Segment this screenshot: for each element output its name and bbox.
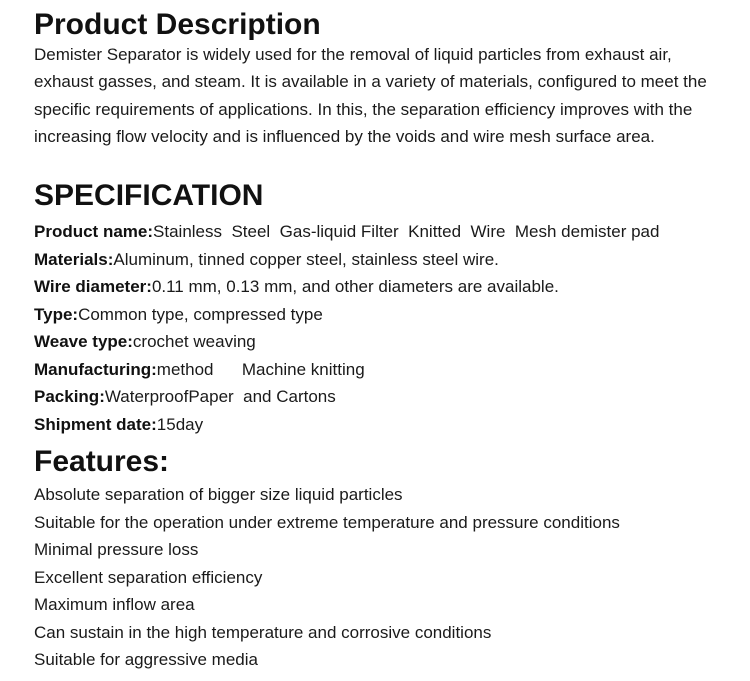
- features-heading: Features:: [34, 445, 170, 478]
- spec-label: Shipment date:: [34, 414, 157, 434]
- spec-value: Aluminum, tinned copper steel, stainless steel wire.: [113, 249, 499, 269]
- spec-label: Product name:: [34, 222, 154, 241]
- spec-label: Materials:: [34, 249, 114, 269]
- spec-item-weave-type: [34, 328, 659, 356]
- spec-value: 15day: [156, 414, 204, 434]
- specification-heading: SPECIFICATION: [34, 179, 264, 212]
- spec-label: Type:: [34, 304, 79, 324]
- spec-value: Common type, compressed type: [78, 304, 323, 324]
- spec-item-packing: [34, 383, 659, 411]
- spec-item-product-name: [34, 218, 659, 246]
- feature-item: Minimal pressure loss: [34, 540, 199, 559]
- product-description-heading: Product Description: [34, 8, 321, 41]
- spec-item-type: [34, 301, 659, 329]
- feature-item: Absolute separation of bigger size liquid particles: [34, 485, 403, 504]
- product-description-text: Demister Separator is widely used for the removal of liquid particles from exhaust air, exhaust gasses, and steam. It is available in a variety of materials, configured to meet the specific requirements of applications. In this, the separation efficiency improves with the increasing flow velocity and is influenced by the voids and wire mesh surface area.: [34, 45, 707, 146]
- feature-item: Maximum inflow area: [34, 595, 195, 614]
- spec-item-shipment-date: [34, 411, 659, 439]
- spec-value: 0.11 mm, 0.13 mm, and other diameters are available.: [151, 277, 559, 296]
- spec-label: Packing:: [34, 387, 105, 406]
- feature-item: Excellent separation efficiency: [34, 567, 263, 587]
- spec-label: Wire diameter:: [34, 277, 152, 296]
- spec-item-wire-diameter: [34, 273, 659, 301]
- spec-label: Weave type:: [34, 332, 133, 351]
- spec-value: crochet weaving: [132, 332, 256, 351]
- spec-item-materials: [34, 246, 659, 274]
- feature-item: Suitable for the operation under extreme temperature and pressure conditions: [34, 512, 620, 532]
- spec-label: Manufacturing:: [34, 359, 157, 379]
- features-list: [34, 481, 620, 674]
- feature-item: Suitable for aggressive media: [34, 650, 258, 669]
- spec-value: method Machine knitting: [156, 359, 365, 379]
- spec-value: WaterproofPaper and Cartons: [104, 387, 336, 406]
- specification-list: [34, 218, 659, 438]
- spec-item-manufacturing: [34, 356, 659, 384]
- feature-item: Can sustain in the high temperature and corrosive conditions: [34, 622, 492, 642]
- spec-value: Stainless Steel Gas-liquid Filter Knitted Wire Mesh demister pad: [153, 222, 660, 241]
